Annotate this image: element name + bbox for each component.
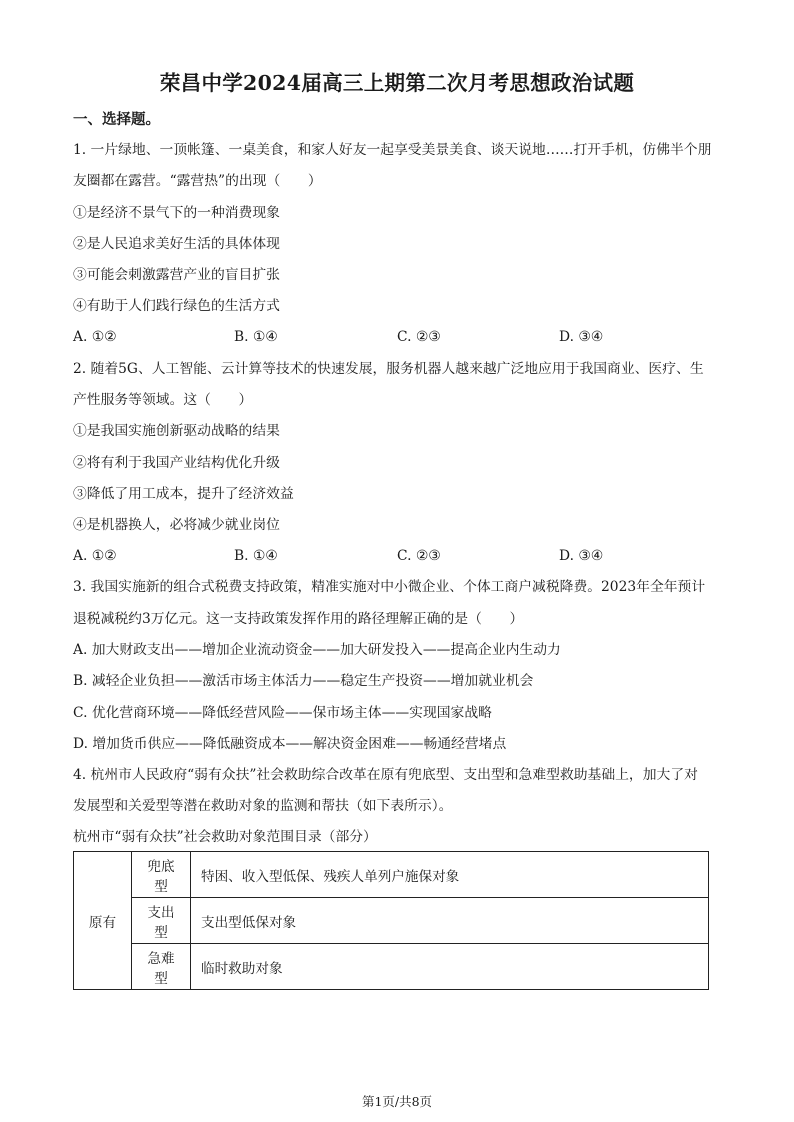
q4-stem-line2: 发展型和关爱型等潜在救助对象的监测和帮扶（如下表所示）。 <box>73 798 453 814</box>
q1-option-a: A. ①② <box>73 329 117 345</box>
q2-item-3: ③降低了用工成本，提升了经济效益 <box>73 486 294 502</box>
q1-option-c: C. ②③ <box>397 329 441 345</box>
q3-option-b: B. 减轻企业负担——激活市场主体活力——稳定生产投资——增加就业机会 <box>73 673 534 689</box>
page-footer: 第1页/共8页 <box>361 1094 433 1109</box>
q2-item-2: ②将有利于我国产业结构优化升级 <box>73 455 280 471</box>
table-type-cell: 兜底型 <box>132 852 191 898</box>
q2-option-d: D. ③④ <box>559 548 604 564</box>
q2-item-4: ④是机器换人，必将减少就业岗位 <box>73 517 280 533</box>
q1-option-d: D. ③④ <box>559 329 604 345</box>
q1-stem-line2: 友圈都在露营。“露营热”的出现（ ） <box>73 173 322 189</box>
table-type-cell: 支出型 <box>132 898 191 944</box>
q2-item-1: ①是我国实施创新驱动战略的结果 <box>73 423 280 439</box>
q3-option-a: A. 加大财政支出——增加企业流动资金——加大研发投入——提高企业内生动力 <box>73 642 561 658</box>
table-desc-cell: 支出型低保对象 <box>191 898 709 944</box>
q1-item-3: ③可能会刺激露营产业的盲目扩张 <box>73 267 280 283</box>
q1-item-1: ①是经济不景气下的一种消费现象 <box>73 205 280 221</box>
q1-item-2: ②是人民追求美好生活的具体体现 <box>73 236 280 252</box>
q1-item-4: ④有助于人们践行绿色的生活方式 <box>73 298 280 314</box>
q1-option-b: B. ①④ <box>234 329 278 345</box>
q2-option-c: C. ②③ <box>397 548 441 564</box>
q2-option-a: A. ①② <box>73 548 117 564</box>
section-heading: 一、选择题。 <box>73 111 160 128</box>
table-type-cell: 急难型 <box>132 944 191 990</box>
page-title: 荣昌中学2024届高三上期第二次月考思想政治试题 <box>159 71 635 95</box>
table-row <box>74 944 709 990</box>
q2-stem-line1: 2. 随着5G、人工智能、云计算等技术的快速发展，服务机器人越来越广泛地应用于我国商业、医疗、生 <box>73 361 704 377</box>
q3-option-c: C. 优化营商环境——降低经营风险——保市场主体——实现国家战略 <box>73 705 492 721</box>
table-category-cell: 原有 <box>74 852 132 990</box>
table-caption: 杭州市“弱有众扶”社会救助对象范围目录（部分） <box>73 829 377 845</box>
q2-stem-line2: 产性服务等领域。这（ ） <box>73 392 253 408</box>
q3-stem-line2: 退税减税约3万亿元。这一支持政策发挥作用的路径理解正确的是（ ） <box>73 611 524 627</box>
table-row <box>74 898 709 944</box>
q2-option-b: B. ①④ <box>234 548 278 564</box>
q4-stem-line1: 4. 杭州市人民政府“弱有众扶”社会救助综合改革在原有兜底型、支出型和急难型救助基础上，加大了对 <box>73 767 698 783</box>
q3-stem-line1: 3. 我国实施新的组合式税费支持政策，精准实施对中小微企业、个体工商户减税降费。2023年全年预计 <box>73 579 706 595</box>
table-row <box>74 852 709 898</box>
assistance-table <box>73 851 709 990</box>
table-desc-cell: 临时救助对象 <box>191 944 709 990</box>
q1-stem-line1: 1. 一片绿地、一顶帐篷、一桌美食，和家人好友一起享受美景美食、谈天说地……打开手机，仿佛半个朋 <box>73 142 712 158</box>
table-desc-cell: 特困、收入型低保、残疾人单列户施保对象 <box>191 852 709 898</box>
q3-option-d: D. 增加货币供应——降低融资成本——解决资金困难——畅通经营堵点 <box>73 736 507 752</box>
